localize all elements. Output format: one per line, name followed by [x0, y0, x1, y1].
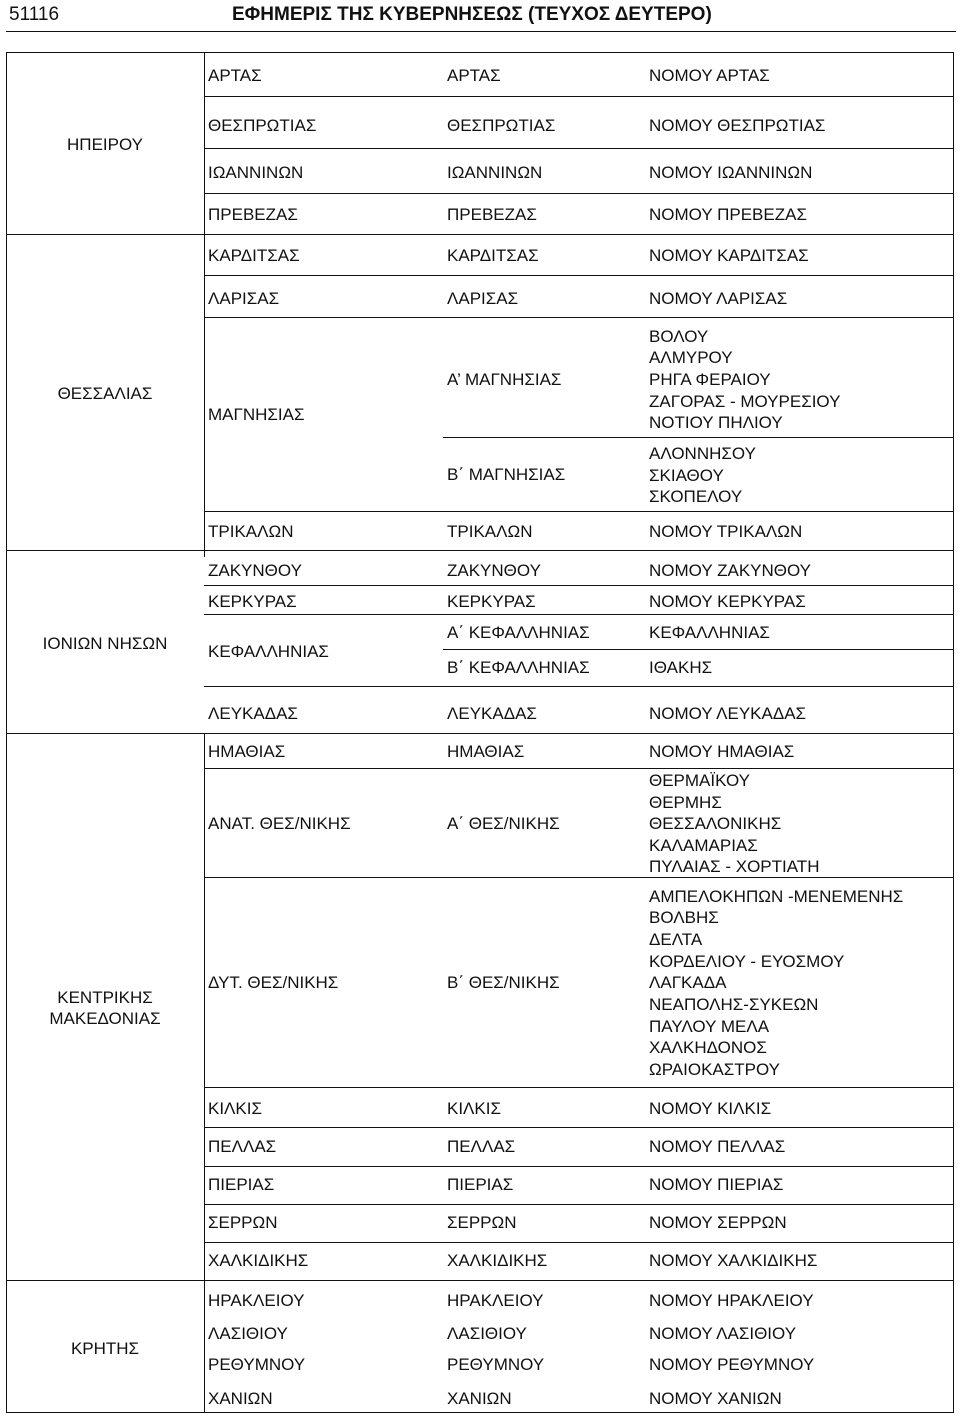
row-col1: ΚΙΛΚΙΣ [208, 1099, 262, 1118]
row-col1: ΙΩΑΝΝΙΝΩΝ [208, 163, 304, 182]
row-col2: ΧΑΛΚΙΔΙΚΗΣ [447, 1251, 548, 1270]
region-central-macedonia [6, 987, 204, 1029]
row-col3-line: ΘΕΡΜΑΪΚΟΥ [649, 771, 750, 790]
row-col3: ΝΟΜΟΥ ΖΑΚΥΝΘΟΥ [649, 561, 812, 580]
row-col2: ΠΡΕΒΕΖΑΣ [447, 205, 537, 224]
row-col1: ΧΑΛΚΙΔΙΚΗΣ [208, 1251, 309, 1270]
table-rule [204, 877, 954, 878]
row-col2: Α΄ ΚΕΦΑΛΛΗΝΙΑΣ [447, 623, 590, 642]
region-divider-2 [204, 733, 205, 1413]
row-col3-line: ΣΚΙΑΘΟΥ [649, 466, 724, 485]
row-col3: ΝΟΜΟΥ ΧΑΝΙΩΝ [649, 1389, 782, 1408]
table-rule [204, 275, 954, 276]
row-col1: ΣΕΡΡΩΝ [208, 1213, 278, 1232]
row-col1: ΛΑΣΙΘΙΟΥ [208, 1324, 288, 1343]
row-col3-line: ΑΛΟΝΝΗΣΟΥ [649, 444, 756, 463]
row-col2: ΗΡΑΚΛΕΙΟΥ [447, 1291, 544, 1310]
row-col3: ΝΟΜΟΥ ΗΜΑΘΙΑΣ [649, 742, 795, 761]
row-col3: ΝΟΜΟΥ ΤΡΙΚΑΛΩΝ [649, 522, 803, 541]
table-rule [6, 733, 954, 734]
row-col1: ΜΑΓΝΗΣΙΑΣ [208, 405, 305, 424]
row-col3: ΝΟΜΟΥ ΛΑΡΙΣΑΣ [649, 289, 788, 308]
row-col2: Β΄ ΜΑΓΝΗΣΙΑΣ [447, 465, 566, 484]
row-col1: ΑΝΑΤ. ΘΕΣ/ΝΙΚΗΣ [208, 814, 351, 833]
table-rule [204, 148, 954, 149]
row-col2: ΖΑΚΥΝΘΟΥ [447, 561, 541, 580]
table-rule [204, 193, 954, 194]
table-rule [204, 1087, 954, 1088]
row-col2: Β΄ ΘΕΣ/ΝΙΚΗΣ [447, 973, 560, 992]
row-col3: ΝΟΜΟΥ ΛΕΥΚΑΔΑΣ [649, 704, 807, 723]
row-col1: ΠΙΕΡΙΑΣ [208, 1175, 275, 1194]
row-col3: ΝΟΜΟΥ ΠΕΛΛΑΣ [649, 1137, 786, 1156]
row-col3-line: ΣΚΟΠΕΛΟΥ [649, 487, 743, 506]
row-col1: ΡΕΘΥΜΝΟΥ [208, 1355, 306, 1374]
row-col3-line: ΘΕΡΜΗΣ [649, 793, 722, 812]
region-crete: ΚΡΗΤΗΣ [70, 1339, 140, 1358]
table-rule [6, 550, 954, 551]
row-col2: ΘΕΣΠΡΩΤΙΑΣ [447, 116, 556, 135]
table-rule [443, 649, 954, 650]
row-col2: Β΄ ΚΕΦΑΛΛΗΝΙΑΣ [447, 658, 590, 677]
row-col1: ΖΑΚΥΝΘΟΥ [208, 561, 302, 580]
row-col1: ΑΡΤΑΣ [208, 66, 262, 85]
row-col2: ΚΑΡΔΙΤΣΑΣ [447, 246, 539, 265]
row-col3: ΝΟΜΟΥ ΚΑΡΔΙΤΣΑΣ [649, 246, 809, 265]
row-col3-line: ΧΑΛΚΗΔΟΝΟΣ [649, 1038, 767, 1057]
row-col1: ΗΜΑΘΙΑΣ [208, 742, 286, 761]
row-col2: ΚΙΛΚΙΣ [447, 1099, 501, 1118]
row-col2: Α’ ΜΑΓΝΗΣΙΑΣ [447, 370, 562, 389]
table-rule [6, 1280, 954, 1281]
row-col2: ΗΜΑΘΙΑΣ [447, 742, 525, 761]
row-col1: ΛΕΥΚΑΔΑΣ [208, 704, 298, 723]
gazette-title: ΕΦΗΜΕΡΙΣ ΤΗΣ ΚΥΒΕΡΝΗΣΕΩΣ (ΤΕΥΧΟΣ ΔΕΥΤΕΡΟ) [232, 4, 712, 25]
row-col1: ΠΕΛΛΑΣ [208, 1137, 277, 1156]
row-col3: ΝΟΜΟΥ ΚΙΛΚΙΣ [649, 1099, 772, 1118]
table-rule [204, 511, 954, 512]
table-rule [204, 317, 954, 318]
table-rule [204, 614, 954, 615]
row-col1: ΛΑΡΙΣΑΣ [208, 289, 280, 308]
table-rule [204, 1242, 954, 1243]
row-col3: ΝΟΜΟΥ ΘΕΣΠΡΩΤΙΑΣ [649, 116, 826, 135]
row-col3: ΝΟΜΟΥ ΑΡΤΑΣ [649, 66, 770, 85]
row-col2: ΡΕΘΥΜΝΟΥ [447, 1355, 545, 1374]
table-rule [204, 1166, 954, 1167]
row-col2: Α΄ ΘΕΣ/ΝΙΚΗΣ [447, 814, 560, 833]
table-rule [443, 437, 954, 438]
region-ionian: ΙΟΝΙΩΝ ΝΗΣΩΝ [42, 634, 168, 653]
header-rule [6, 31, 956, 32]
row-col3-line: ΒΟΛΟΥ [649, 327, 709, 346]
row-col3: ΝΟΜΟΥ ΧΑΛΚΙΔΙΚΗΣ [649, 1251, 818, 1270]
row-col2: ΧΑΝΙΩΝ [447, 1389, 512, 1408]
row-col1: ΗΡΑΚΛΕΙΟΥ [208, 1291, 305, 1310]
page-number: 51116 [9, 4, 60, 25]
row-col3-line: ΚΑΛΑΜΑΡΙΑΣ [649, 836, 758, 855]
row-col3-line: ΝΕΑΠΟΛΗΣ-ΣΥΚΕΩΝ [649, 995, 819, 1014]
row-col3: ΝΟΜΟΥ ΠΙΕΡΙΑΣ [649, 1175, 784, 1194]
row-col2: ΚΕΡΚΥΡΑΣ [447, 592, 536, 611]
table-rule [6, 234, 954, 235]
table-rule [204, 1204, 954, 1205]
region-divider-1 [204, 52, 205, 557]
table-rule [204, 686, 954, 687]
table-rule [204, 768, 954, 769]
row-col3-line: ΑΛΜΥΡΟΥ [649, 348, 733, 367]
row-col1: ΤΡΙΚΑΛΩΝ [208, 522, 294, 541]
row-col1: ΚΕΦΑΛΛΗΝΙΑΣ [208, 642, 329, 661]
row-col3: ΚΕΦΑΛΛΗΝΙΑΣ [649, 623, 770, 642]
row-col3-line: ΝΟΤΙΟΥ ΠΗΛΙΟΥ [649, 413, 783, 432]
row-col2: ΤΡΙΚΑΛΩΝ [447, 522, 533, 541]
row-col3-line: ΠΥΛΑΙΑΣ - ΧΟΡΤΙΑΤΗ [649, 857, 820, 876]
region-label-line: ΜΑΚΕΔΟΝΙΑΣ [49, 1009, 161, 1028]
row-col2: ΙΩΑΝΝΙΝΩΝ [447, 163, 543, 182]
row-col1: ΠΡΕΒΕΖΑΣ [208, 205, 298, 224]
row-col3-line: ΔΕΛΤΑ [649, 930, 703, 949]
region-thessaly: ΘΕΣΣΑΛΙΑΣ [57, 384, 153, 403]
row-col3: ΝΟΜΟΥ ΚΕΡΚΥΡΑΣ [649, 592, 806, 611]
row-col2: ΣΕΡΡΩΝ [447, 1213, 517, 1232]
row-col3: ΙΘΑΚΗΣ [649, 658, 713, 677]
row-col2: ΑΡΤΑΣ [447, 66, 501, 85]
row-col3-line: ΠΑΥΛΟΥ ΜΕΛΑ [649, 1017, 770, 1036]
row-col3-line: ΒΟΛΒΗΣ [649, 908, 719, 927]
row-col3-line: ΚΟΡΔΕΛΙΟΥ - ΕΥΟΣΜΟΥ [649, 952, 845, 971]
row-col3-line: ΩΡΑΙΟΚΑΣΤΡΟΥ [649, 1060, 780, 1079]
row-col1: ΔΥΤ. ΘΕΣ/ΝΙΚΗΣ [208, 973, 339, 992]
row-col3-line: ΖΑΓΟΡΑΣ - ΜΟΥΡΕΣΙΟΥ [649, 392, 841, 411]
table-rule [204, 96, 954, 97]
page-header [0, 0, 960, 30]
row-col1: ΚΑΡΔΙΤΣΑΣ [208, 246, 300, 265]
row-col3-line: ΛΑΓΚΑΔΑ [649, 973, 727, 992]
row-col3: ΝΟΜΟΥ ΛΑΣΙΘΙΟΥ [649, 1324, 797, 1343]
region-label-line: ΚΕΝΤΡΙΚΗΣ [57, 988, 153, 1007]
row-col2: ΠΙΕΡΙΑΣ [447, 1175, 514, 1194]
row-col2: ΛΑΡΙΣΑΣ [447, 289, 519, 308]
table-rule [204, 585, 954, 586]
table-rule [204, 1127, 954, 1128]
row-col1: ΘΕΣΠΡΩΤΙΑΣ [208, 116, 317, 135]
row-col3: ΝΟΜΟΥ ΡΕΘΥΜΝΟΥ [649, 1355, 815, 1374]
row-col2: ΠΕΛΛΑΣ [447, 1137, 516, 1156]
row-col3: ΝΟΜΟΥ ΣΕΡΡΩΝ [649, 1213, 787, 1232]
row-col1: ΧΑΝΙΩΝ [208, 1389, 273, 1408]
row-col2: ΛΕΥΚΑΔΑΣ [447, 704, 537, 723]
region-epirus: ΗΠΕΙΡΟΥ [67, 135, 143, 154]
row-col3: ΝΟΜΟΥ ΙΩΑΝΝΙΝΩΝ [649, 163, 813, 182]
row-col3-line: ΘΕΣΣΑΛΟΝΙΚΗΣ [649, 814, 782, 833]
row-col3: ΝΟΜΟΥ ΗΡΑΚΛΕΙΟΥ [649, 1291, 814, 1310]
row-col3: ΝΟΜΟΥ ΠΡΕΒΕΖΑΣ [649, 205, 807, 224]
row-col3-line: ΑΜΠΕΛΟΚΗΠΩΝ -ΜΕΝΕΜΕΝΗΣ [649, 887, 904, 906]
row-col3-line: ΡΗΓΑ ΦΕΡΑΙΟΥ [649, 370, 771, 389]
row-col1: ΚΕΡΚΥΡΑΣ [208, 592, 297, 611]
row-col2: ΛΑΣΙΘΙΟΥ [447, 1324, 527, 1343]
